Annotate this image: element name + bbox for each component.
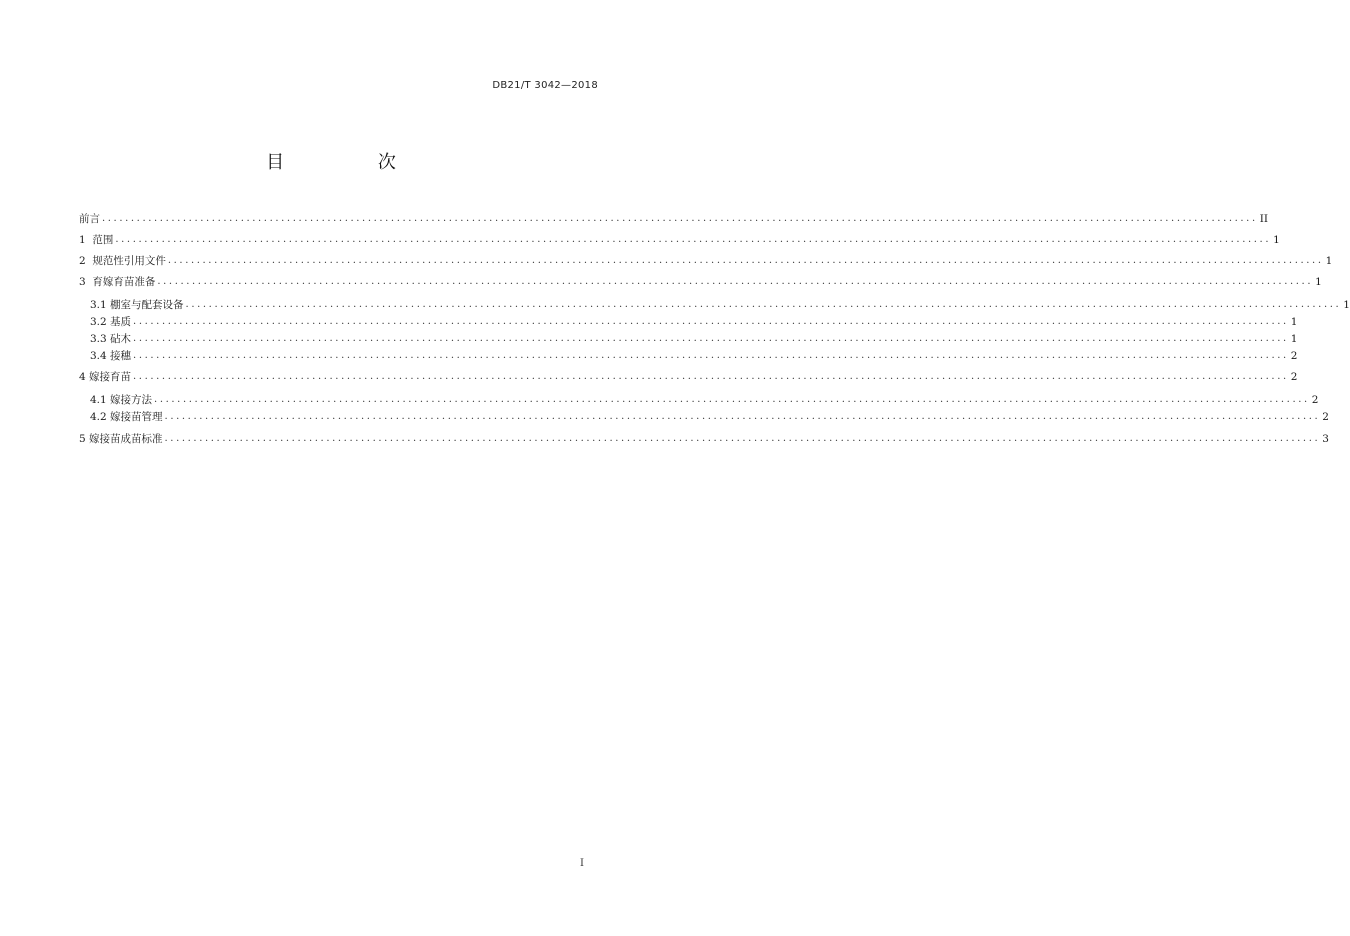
toc-entry-seedling-management[interactable] bbox=[90, 410, 1329, 424]
toc-leader-dots: ........................................................................................................................................................................................................ bbox=[102, 213, 1258, 224]
toc-leader-dots: ........................................................................................................................................................................................................ bbox=[185, 299, 1342, 310]
toc-entry-label: 1 范围 bbox=[79, 234, 114, 246]
toc-entry-label: 4 嫁接育苗 bbox=[79, 371, 132, 383]
toc-entry-seedling-standard[interactable] bbox=[79, 432, 1329, 446]
toc-leader-dots: ........................................................................................................................................................................................................ bbox=[115, 234, 1272, 245]
toc-entry-grafting-method[interactable] bbox=[90, 393, 1319, 407]
toc-entry-label: 2 规范性引用文件 bbox=[79, 255, 166, 267]
toc-leader-dots: ........................................................................................................................................................................................................ bbox=[164, 411, 1321, 422]
toc-entry-page: II bbox=[1259, 213, 1269, 225]
toc-entry-label: 3.2 基质 bbox=[90, 316, 132, 328]
toc-entry-preparation[interactable] bbox=[79, 275, 1322, 289]
toc-entry-page: 1 bbox=[1315, 276, 1322, 288]
toc-entry-label: 3.3 砧木 bbox=[90, 333, 132, 345]
toc-entry-grafting[interactable] bbox=[79, 370, 1298, 384]
toc-entry-page: 1 bbox=[1343, 299, 1350, 311]
toc-leader-dots: ........................................................................................................................................................................................................ bbox=[133, 333, 1289, 344]
toc-entry-page: 1 bbox=[1325, 255, 1333, 267]
toc-entry-page: 1 bbox=[1290, 316, 1298, 328]
toc-entry-label: 3.1 棚室与配套设备 bbox=[90, 299, 184, 311]
toc-entry-page: 2 bbox=[1311, 394, 1319, 406]
toc-entry-page: 2 bbox=[1290, 350, 1298, 362]
page-number: I bbox=[580, 858, 584, 869]
toc-entry-page: 1 bbox=[1290, 333, 1298, 345]
toc-entry-normative-references[interactable] bbox=[79, 254, 1333, 268]
toc-entry-greenhouse[interactable] bbox=[90, 298, 1350, 312]
toc-entry-scope[interactable] bbox=[79, 233, 1280, 247]
page-title: 目 次 bbox=[266, 152, 440, 173]
toc-entry-label: 5 嫁接苗成苗标准 bbox=[79, 433, 163, 445]
toc-entry-label: 3 育嫁育苗准备 bbox=[79, 276, 156, 288]
toc-leader-dots: ........................................................................................................................................................................................................ bbox=[164, 433, 1321, 444]
toc-leader-dots: ........................................................................................................................................................................................................ bbox=[154, 394, 1310, 405]
toc-entry-page: 2 bbox=[1290, 371, 1298, 383]
toc-leader-dots: ........................................................................................................................................................................................................ bbox=[157, 276, 1314, 287]
toc-entry-scion[interactable] bbox=[90, 349, 1298, 363]
toc-entry-page: 1 bbox=[1273, 234, 1280, 246]
toc-leader-dots: ........................................................................................................................................................................................................ bbox=[133, 371, 1289, 382]
toc-entry-label: 4.2 嫁接苗管理 bbox=[90, 411, 163, 423]
toc-entry-page: 2 bbox=[1322, 411, 1329, 423]
toc-entry-rootstock[interactable] bbox=[90, 332, 1298, 346]
toc-entry-foreword[interactable] bbox=[79, 212, 1269, 226]
toc-leader-dots: ........................................................................................................................................................................................................ bbox=[167, 255, 1324, 266]
toc-entry-label: 前言 bbox=[79, 213, 100, 225]
toc-leader-dots: ........................................................................................................................................................................................................ bbox=[133, 350, 1289, 361]
toc-entry-page: 3 bbox=[1322, 433, 1329, 445]
document-code: DB21/T 3042—2018 bbox=[492, 80, 598, 91]
toc-leader-dots: ........................................................................................................................................................................................................ bbox=[133, 316, 1289, 327]
toc-entry-label: 3.4 接穗 bbox=[90, 350, 132, 362]
toc-entry-substrate[interactable] bbox=[90, 315, 1298, 329]
toc-entry-label: 4.1 嫁接方法 bbox=[90, 394, 153, 406]
